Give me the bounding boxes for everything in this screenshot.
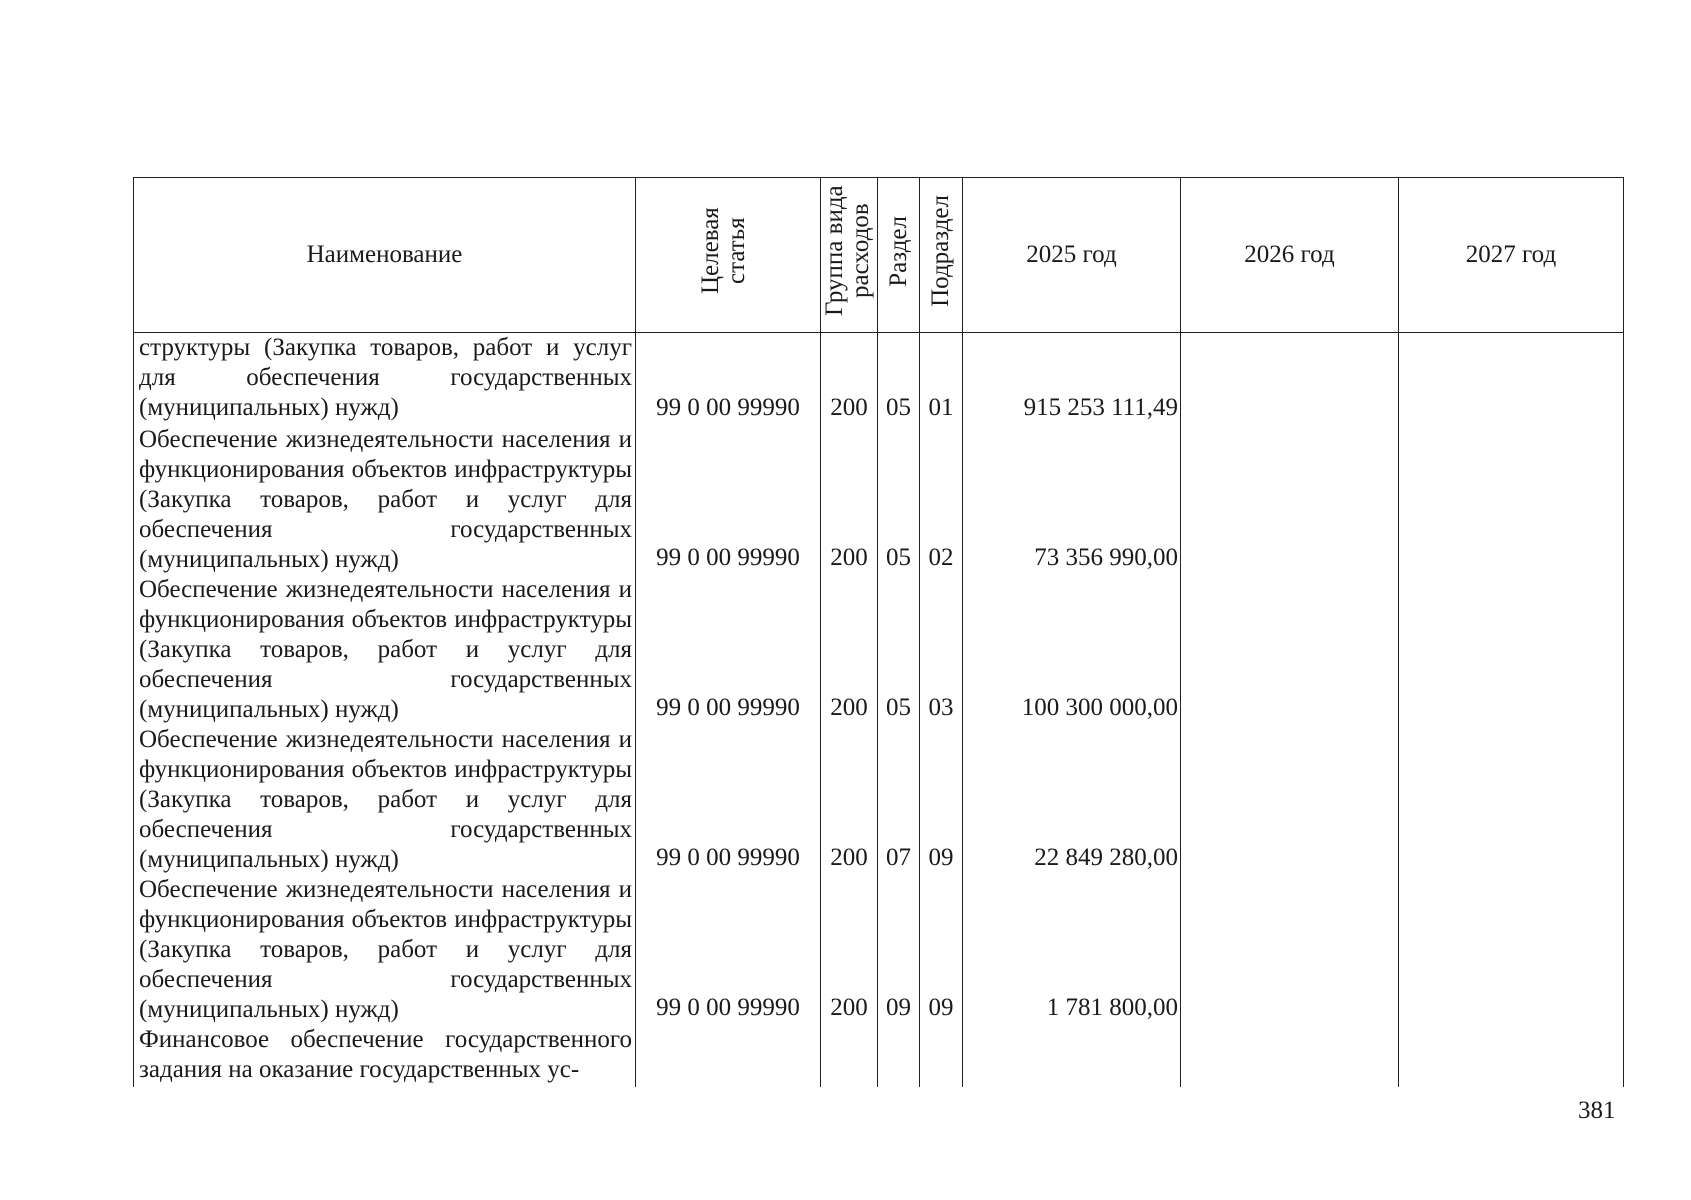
- row-expense-group: 200: [821, 425, 878, 575]
- row-amount-2027: [1399, 575, 1624, 725]
- row-amount-2027: [1399, 725, 1624, 875]
- row-section: 09: [878, 875, 920, 1025]
- row-expense-group: 200: [821, 575, 878, 725]
- table-row: [134, 875, 1624, 1025]
- row-target-article: 99 0 00 99990: [636, 575, 821, 725]
- row-section: 05: [878, 575, 920, 725]
- row-amount-2026: [1181, 575, 1399, 725]
- row-subsection: [920, 1025, 963, 1087]
- header-name: Наименование: [134, 178, 636, 333]
- budget-table: [133, 177, 1624, 1087]
- row-name: Обеспечение жизнедеятельности населения и функционирования объектов инфраструктуры (Закупка товаров, работ и услуг для обеспечения государственных (муниципальных) нужд): [134, 725, 636, 875]
- row-section: 05: [878, 333, 920, 425]
- row-name: Обеспечение жизнедеятельности населения и функционирования объектов инфраструктуры (Закупка товаров, работ и услуг для обеспечения государственных (муниципальных) нужд): [134, 575, 636, 725]
- row-target-article: 99 0 00 99990: [636, 333, 821, 425]
- table-row: [134, 425, 1624, 575]
- header-expense-group: Группа вида расходов: [821, 178, 878, 333]
- row-subsection: 03: [920, 575, 963, 725]
- row-amount-2025: 73 356 990,00: [963, 425, 1181, 575]
- row-amount-2026: [1181, 425, 1399, 575]
- row-target-article: 99 0 00 99990: [636, 725, 821, 875]
- row-amount-2027: [1399, 425, 1624, 575]
- header-year-2025: 2025 год: [963, 178, 1181, 333]
- row-section: 07: [878, 725, 920, 875]
- row-target-article: 99 0 00 99990: [636, 425, 821, 575]
- row-amount-2025: 915 253 111,49: [963, 333, 1181, 425]
- table-row: [134, 1025, 1624, 1087]
- row-name: Обеспечение жизнедеятельности населения и функционирования объектов инфраструктуры (Закупка товаров, работ и услуг для обеспечения государственных (муниципальных) нужд): [134, 425, 636, 575]
- row-expense-group: 200: [821, 875, 878, 1025]
- row-amount-2026: [1181, 875, 1399, 1025]
- row-expense-group: 200: [821, 333, 878, 425]
- row-subsection: 01: [920, 333, 963, 425]
- row-amount-2026: [1181, 1025, 1399, 1087]
- row-target-article: [636, 1025, 821, 1087]
- row-subsection: 02: [920, 425, 963, 575]
- header-section: Раздел: [878, 178, 920, 333]
- row-name: Обеспечение жизнедеятельности населения и функционирования объектов инфраструктуры (Закупка товаров, работ и услуг для обеспечения государственных (муниципальных) нужд): [134, 875, 636, 1025]
- header-year-2026: 2026 год: [1181, 178, 1399, 333]
- row-expense-group: [821, 1025, 878, 1087]
- row-amount-2027: [1399, 875, 1624, 1025]
- row-amount-2027: [1399, 1025, 1624, 1087]
- row-amount-2025: 22 849 280,00: [963, 725, 1181, 875]
- table-row: [134, 333, 1624, 425]
- table-header-row: [134, 178, 1624, 333]
- row-name: Финансовое обеспечение государственного задания на оказание государственных ус-: [134, 1025, 636, 1087]
- row-section: [878, 1025, 920, 1087]
- row-amount-2027: [1399, 333, 1624, 425]
- row-subsection: 09: [920, 875, 963, 1025]
- page-number: 381: [1578, 1097, 1616, 1124]
- header-year-2027: 2027 год: [1399, 178, 1624, 333]
- row-section: 05: [878, 425, 920, 575]
- header-target-article: Целевая статья: [636, 178, 821, 333]
- row-amount-2025: 1 781 800,00: [963, 875, 1181, 1025]
- row-expense-group: 200: [821, 725, 878, 875]
- row-amount-2025: 100 300 000,00: [963, 575, 1181, 725]
- row-target-article: 99 0 00 99990: [636, 875, 821, 1025]
- row-amount-2026: [1181, 725, 1399, 875]
- header-subsection: Подраздел: [920, 178, 963, 333]
- table-row: [134, 725, 1624, 875]
- row-amount-2025: [963, 1025, 1181, 1087]
- row-name: структуры (Закупка товаров, работ и услуг для обеспечения государственных (муниципальных) нужд): [134, 333, 636, 425]
- table-row: [134, 575, 1624, 725]
- row-subsection: 09: [920, 725, 963, 875]
- row-amount-2026: [1181, 333, 1399, 425]
